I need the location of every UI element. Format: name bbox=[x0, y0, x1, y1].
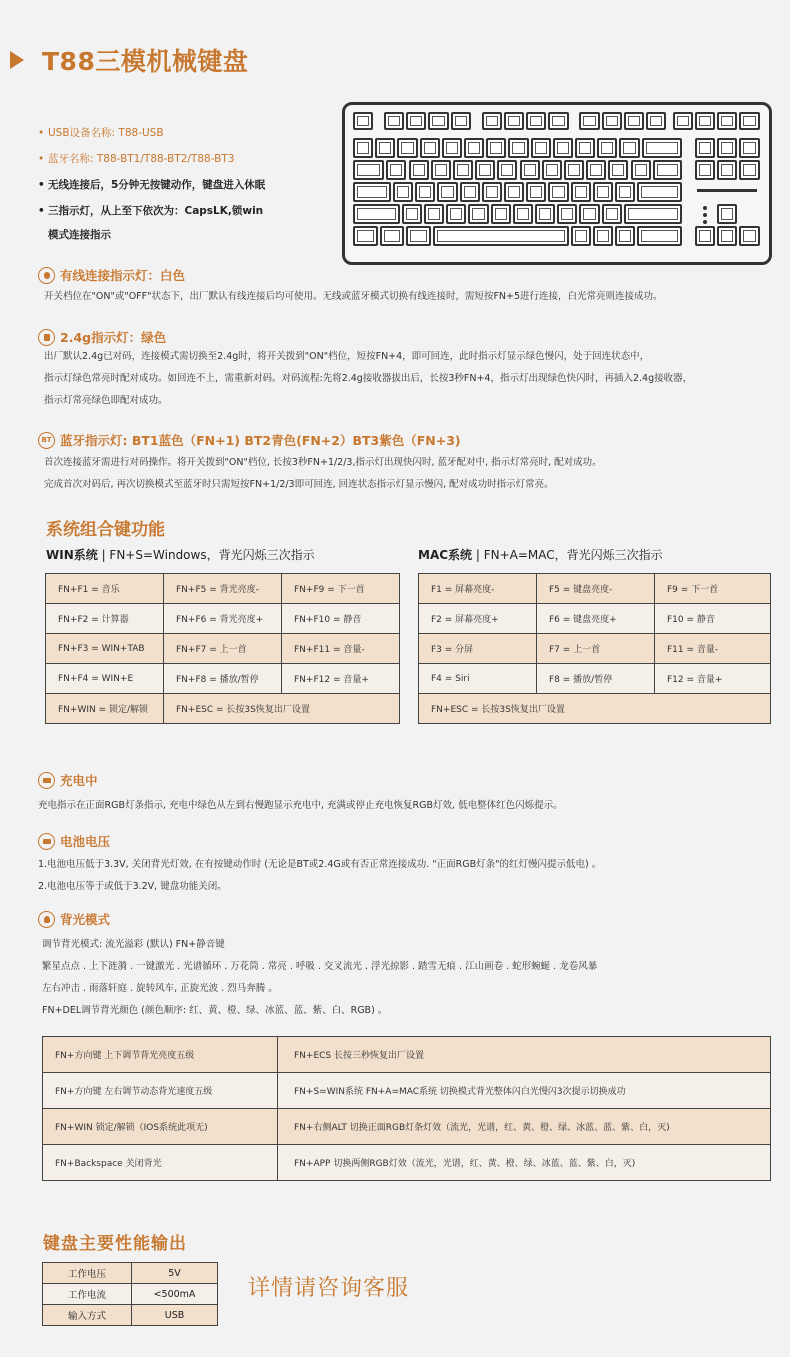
keycap bbox=[353, 226, 378, 246]
keycap bbox=[397, 138, 417, 158]
keycap bbox=[431, 160, 451, 180]
backlight-heading: 背光模式 bbox=[38, 910, 778, 928]
bullet-indicators: • 三指示灯，从上至下依次为：CapsLK,锁win bbox=[38, 205, 264, 217]
keycap bbox=[353, 112, 373, 130]
keycap bbox=[531, 138, 551, 158]
keycap bbox=[642, 138, 682, 158]
table-row: FN+F3 = WIN+TAB FN+F7 = 上一首 FN+F11 = 音量- bbox=[46, 634, 400, 664]
keycap bbox=[586, 160, 606, 180]
section-wired bbox=[38, 266, 768, 308]
keycap bbox=[526, 112, 546, 130]
keycap bbox=[739, 160, 759, 180]
keycap bbox=[475, 160, 495, 180]
keycap bbox=[695, 160, 715, 180]
keycap bbox=[717, 138, 737, 158]
keycap bbox=[637, 182, 682, 202]
keycap bbox=[384, 112, 404, 130]
table-row: FN+F4 = WIN+E FN+F8 = 播放/暂停 FN+F12 = 音量+ bbox=[46, 664, 400, 694]
page-title: T88三模机械键盘 bbox=[42, 47, 249, 76]
keycap bbox=[504, 182, 524, 202]
table-row: 工作电流 <500mA bbox=[43, 1284, 218, 1305]
keycap bbox=[520, 160, 540, 180]
keycap bbox=[602, 112, 622, 130]
keycap bbox=[393, 182, 413, 202]
keycap bbox=[442, 138, 462, 158]
bluetooth-icon: BT bbox=[38, 432, 55, 449]
specs-table bbox=[42, 1262, 218, 1326]
table-row: 输入方式 USB bbox=[43, 1305, 218, 1326]
bt-line-2: 完成首次对码后, 再次切换模式至蓝牙时只需短按FN+1/2/3即可回连, 回连状态指示灯显示慢闪, 配对成功时指示灯常亮。 bbox=[44, 479, 554, 490]
plug-icon bbox=[38, 267, 55, 284]
keycap bbox=[453, 160, 473, 180]
table-row: F1 = 屏幕亮度- F5 = 键盘亮度- F9 = 下一首 bbox=[419, 574, 771, 604]
keycap bbox=[695, 138, 715, 158]
keycap bbox=[406, 226, 431, 246]
keycap bbox=[409, 160, 429, 180]
keycap bbox=[420, 138, 440, 158]
battery-heading: 电池电压 bbox=[38, 832, 778, 850]
keycap bbox=[424, 204, 444, 224]
keycap bbox=[579, 112, 599, 130]
keycap bbox=[717, 204, 737, 224]
section-backlight bbox=[38, 910, 778, 1022]
keycap bbox=[695, 112, 715, 130]
keycap bbox=[619, 138, 639, 158]
section-24g bbox=[38, 328, 778, 412]
table-row: FN+F1 = 音乐 FN+F5 = 背光亮度- FN+F9 = 下一首 bbox=[46, 574, 400, 604]
keycap bbox=[353, 182, 391, 202]
keycap bbox=[482, 112, 502, 130]
g24-line-2: 指示灯绿色常亮时配对成功。如回连不上，需重新对码。对码流程:先将2.4g接收器拔出后，长按3秒FN+4，指示灯出现绿色快闪时，再插入2.4g接收器， bbox=[44, 373, 693, 384]
keycap bbox=[557, 204, 577, 224]
keycap bbox=[504, 112, 524, 130]
mac-subtitle: MAC系统 | FN+A=MAC，背光闪烁三次指示 bbox=[418, 548, 663, 562]
keycap bbox=[542, 160, 562, 180]
table-row: 工作电压 5V bbox=[43, 1263, 218, 1284]
keycap bbox=[624, 112, 644, 130]
contact-support-text: 详情请咨询客服 bbox=[248, 1276, 410, 1301]
keycap bbox=[451, 112, 471, 130]
table-row: FN+WIN 锁定/解锁（IOS系统此项无) FN+右侧ALT 切换正面RGB灯条灯效（流光，光谱，红、黄、橙、绿、冰蓝、蓝、紫、白，灭) bbox=[43, 1109, 771, 1145]
keycap bbox=[653, 160, 682, 180]
keycap bbox=[513, 204, 533, 224]
keycap bbox=[564, 160, 584, 180]
keycap bbox=[646, 112, 666, 130]
keycap bbox=[508, 138, 528, 158]
keyboard-illustration bbox=[342, 102, 772, 265]
table-row: F2 = 屏幕亮度+ F6 = 键盘亮度+ F10 = 静音 bbox=[419, 604, 771, 634]
keycap bbox=[497, 160, 517, 180]
battery-line-2: 2.电池电压等于或低于3.2V, 键盘功能关闭。 bbox=[38, 881, 227, 892]
table-row: F4 = Siri F8 = 播放/暂停 F12 = 音量+ bbox=[419, 664, 771, 694]
keycap bbox=[482, 182, 502, 202]
keycap bbox=[608, 160, 628, 180]
keycap bbox=[353, 138, 373, 158]
keycap bbox=[446, 204, 466, 224]
combo-heading: 系统组合键功能 bbox=[46, 520, 165, 540]
keycap bbox=[571, 226, 591, 246]
backlight-line-2: 繁星点点 . 上下涟漪 . 一键激光 . 光谱循环 . 万花筒 . 常亮 . 呼吸 . 交叉流光 . 浮光掠影 . 踏雪无痕 . 江山画卷 . 蛇形蜿蜒 . 龙卷风暴 bbox=[42, 961, 598, 972]
receiver-icon bbox=[38, 329, 55, 346]
keycap bbox=[624, 204, 682, 224]
bulb-icon bbox=[38, 911, 55, 928]
keycap bbox=[526, 182, 546, 202]
keycap bbox=[548, 112, 568, 130]
bullet-sleep: • 无线连接后，5分钟无按键动作，键盘进入休眠 bbox=[38, 179, 266, 191]
table-row: FN+方向键 左右调节动态背光速度五级 FN+S=WIN系统 FN+A=MAC系统 切换模式背光整体闪白光慢闪3次提示切换成功 bbox=[43, 1073, 771, 1109]
keycap bbox=[428, 112, 448, 130]
keycap bbox=[717, 160, 737, 180]
keycap bbox=[575, 138, 595, 158]
backlight-line-4: FN+DEL调节背光颜色 (颜色顺序: 红、黄、橙、绿、冰蓝、蓝、紫、白、RGB) 。 bbox=[42, 1005, 388, 1016]
keycap bbox=[637, 226, 682, 246]
table-row: FN+方向键 上下调节背光亮度五级 FN+ECS 长按三秒恢复出厂设置 bbox=[43, 1037, 771, 1073]
section-bluetooth bbox=[38, 431, 778, 496]
bullet-bt-name: • 蓝牙名称: T88-BT1/T88-BT2/T88-BT3 bbox=[38, 153, 235, 165]
keycap bbox=[433, 226, 569, 246]
keycap bbox=[615, 226, 635, 246]
backlight-shortcut-table bbox=[42, 1036, 771, 1181]
keycap bbox=[380, 226, 405, 246]
keycap bbox=[695, 226, 715, 246]
keycap bbox=[593, 182, 613, 202]
keycap bbox=[717, 112, 737, 130]
table-row: FN+ESC = 长按3S恢复出厂设置 bbox=[419, 694, 771, 724]
indicator-led-icon bbox=[703, 213, 707, 217]
backlight-line-1: 调节背光模式: 流光溢彩 (默认) FN+静音键 bbox=[42, 939, 225, 950]
keycap bbox=[486, 138, 506, 158]
keycap bbox=[468, 204, 488, 224]
battery-icon bbox=[38, 772, 55, 789]
wired-heading: 有线连接指示灯：白色 bbox=[38, 266, 768, 284]
keycap bbox=[631, 160, 651, 180]
keycap bbox=[597, 138, 617, 158]
battery-line-1: 1.电池电压低于3.3V, 关闭背光灯效, 在有按键动作时 (无论是BT或2.4G或有否正常连接成功. "正面RGB灯条"的红灯慢闪提示低电) 。 bbox=[38, 859, 602, 870]
table-row: F3 = 分屏 F7 = 上一首 F11 = 音量- bbox=[419, 634, 771, 664]
keycap bbox=[353, 204, 400, 224]
specs-heading: 键盘主要性能输出 bbox=[43, 1234, 187, 1254]
keycap bbox=[553, 138, 573, 158]
keycap bbox=[593, 226, 613, 246]
g24-line-1: 出厂默认2.4g已对码，连接模式需切换至2.4g时，将开关拨到"ON"档位，短按FN+4，即可回连，此时指示灯显示绿色慢闪，处于回连状态中， bbox=[44, 351, 650, 362]
keycap bbox=[739, 226, 759, 246]
triangle-bullet-icon bbox=[10, 51, 24, 69]
g24-heading: 2.4g指示灯：绿色 bbox=[38, 328, 778, 346]
keycap bbox=[535, 204, 555, 224]
intro-bullets bbox=[38, 120, 338, 246]
win-subtitle: WIN系统 | FN+S=Windows，背光闪烁三次指示 bbox=[46, 548, 315, 562]
keycap bbox=[437, 182, 457, 202]
keycap bbox=[464, 138, 484, 158]
table-row: FN+Backspace 关闭背光 FN+APP 切换两侧RGB灯效（流光，光谱，红、黄、橙、绿、冰蓝、蓝、紫、白，灭) bbox=[43, 1145, 771, 1181]
keycap bbox=[386, 160, 406, 180]
keycap bbox=[739, 138, 759, 158]
keycap bbox=[717, 226, 737, 246]
table-row: FN+F2 = 计算器 FN+F6 = 背光亮度+ FN+F10 = 静音 bbox=[46, 604, 400, 634]
keycap bbox=[406, 112, 426, 130]
backlight-line-3: 左右冲击 . 雨落轩庭 . 旋转风车, 正旋光波 . 烈马奔腾 。 bbox=[42, 983, 278, 994]
g24-line-3: 指示灯常亮绿色即配对成功。 bbox=[44, 395, 168, 406]
bt-heading: BT 蓝牙指示灯: BT1蓝色（FN+1) BT2青色(FN+2）BT3紫色（FN+3) bbox=[38, 431, 778, 449]
keycap bbox=[415, 182, 435, 202]
bt-line-1: 首次连接蓝牙需进行对码操作。将开关拨到"ON"档位, 长按3秒FN+1/2/3,指示灯出现快闪时, 蓝牙配对中, 指示灯常亮时, 配对成功。 bbox=[44, 457, 602, 468]
rgb-light-bar bbox=[697, 189, 757, 192]
keycap bbox=[571, 182, 591, 202]
keycap bbox=[460, 182, 480, 202]
keycap bbox=[353, 160, 384, 180]
battery-icon bbox=[38, 833, 55, 850]
page-header bbox=[10, 42, 248, 78]
indicator-led-icon bbox=[703, 206, 707, 210]
charging-text: 充电指示在正面RGB灯条指示, 充电中绿色从左到右慢跑显示充电中, 充满或停止充电恢复RGB灯效, 低电整体红色闪烁提示。 bbox=[38, 800, 563, 811]
section-charging bbox=[38, 771, 778, 817]
keycap bbox=[375, 138, 395, 158]
indicator-led-icon bbox=[703, 220, 707, 224]
keycap bbox=[548, 182, 568, 202]
bullet-indicators-continued: 模式连接指示 bbox=[48, 229, 111, 241]
keycap bbox=[615, 182, 635, 202]
bullet-usb-name: • USB设备名称: T88-USB bbox=[38, 127, 164, 139]
wired-text: 开关档位在"ON"或"OFF"状态下，出厂默认有线连接后均可使用。无线或蓝牙模式切换有线连接时，需短按FN+5进行连接，白光常亮则连接成功。 bbox=[44, 291, 663, 302]
win-shortcut-table bbox=[45, 573, 400, 724]
keycap bbox=[579, 204, 599, 224]
keycap bbox=[402, 204, 422, 224]
keycap bbox=[739, 112, 759, 130]
mac-shortcut-table bbox=[418, 573, 771, 724]
keycap bbox=[673, 112, 693, 130]
table-row: FN+WIN = 锁定/解锁 FN+ESC = 长按3S恢复出厂设置 bbox=[46, 694, 400, 724]
charging-heading: 充电中 bbox=[38, 771, 778, 789]
section-battery bbox=[38, 832, 778, 898]
keycap bbox=[602, 204, 622, 224]
keycap bbox=[491, 204, 511, 224]
